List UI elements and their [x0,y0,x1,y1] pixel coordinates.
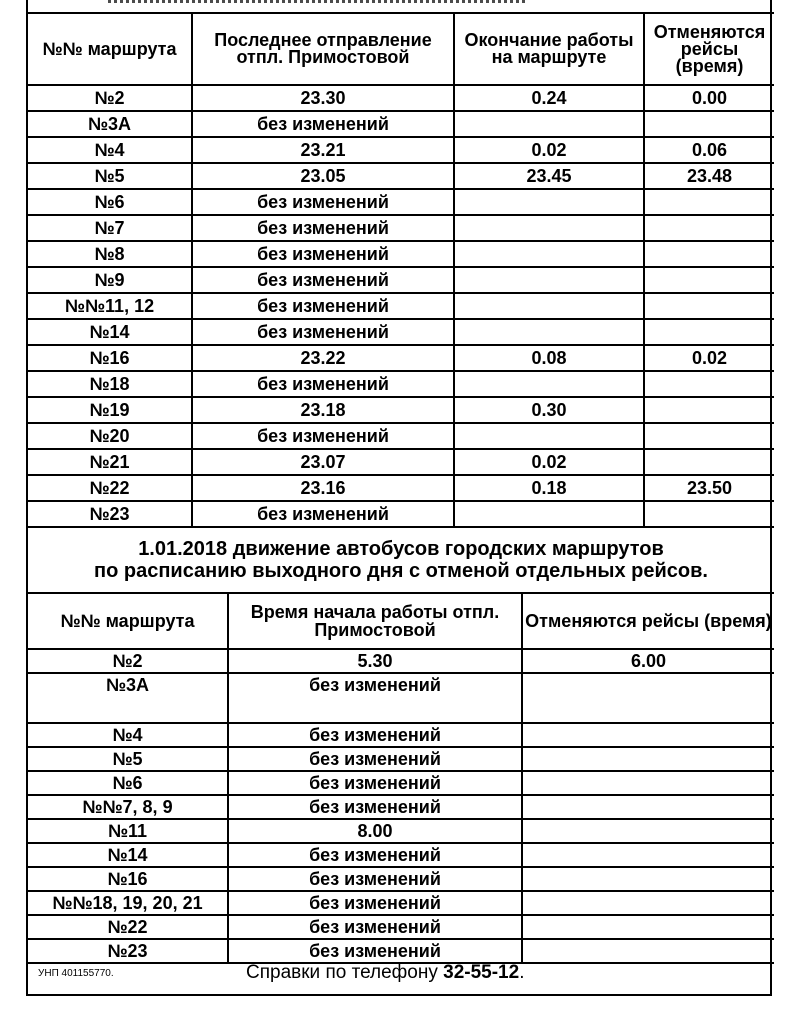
cell-route: №21 [28,449,192,475]
cell-cancelled-trips [644,501,774,527]
cell-last-departure: без изменений [192,319,454,345]
cell-start-time: без изменений [228,891,522,915]
cell-end-of-service [454,501,644,527]
table-row [28,241,774,267]
footer [28,956,774,992]
header-route: №№ маршрута [28,13,192,85]
cell-cancelled-trips [644,319,774,345]
heading-date: 1.01.2018 [138,538,228,560]
header-cancelled-trips: Отменяются рейсы (время) [644,13,774,85]
first-departures-table [28,592,774,964]
cell-start-time: без изменений [228,673,522,723]
cell-end-of-service: 0.30 [454,397,644,423]
cell-end-of-service [454,189,644,215]
cell-route: №16 [28,867,228,891]
cell-route: №14 [28,843,228,867]
cell-cancelled-trips [522,673,774,723]
cell-last-departure: без изменений [192,293,454,319]
table-row [28,319,774,345]
reference-period: . [519,962,525,983]
table-row [28,747,774,771]
header-start-time: Время начала работы отпл. Примостовой [228,593,522,649]
cell-cancelled-trips [644,371,774,397]
table-row [28,819,774,843]
cell-cancelled-trips [644,293,774,319]
table-row [28,843,774,867]
cell-last-departure: 23.18 [192,397,454,423]
cell-route: №2 [28,649,228,673]
table-row [28,111,774,137]
heading-line1: движение автобусов городских маршрутов [227,538,664,560]
cell-cancelled-trips [644,449,774,475]
cell-cancelled-trips [644,423,774,449]
cell-last-departure: 23.22 [192,345,454,371]
cell-start-time: без изменений [228,915,522,939]
table-header-row [28,13,774,85]
cell-start-time: без изменений [228,867,522,891]
cell-last-departure: 23.21 [192,137,454,163]
unp-number: УНП 401155770. [38,968,114,979]
phone-number: 32-55-12 [443,962,520,983]
header-route: №№ маршрута [28,593,228,649]
cell-end-of-service [454,423,644,449]
cell-cancelled-trips [522,819,774,843]
table-row [28,189,774,215]
cell-end-of-service: 0.24 [454,85,644,111]
table-row [28,501,774,527]
table-row [28,449,774,475]
cell-start-time: без изменений [228,723,522,747]
cell-route: №22 [28,915,228,939]
cell-route: №3А [28,673,228,723]
table-header-row [28,593,774,649]
cell-cancelled-trips: 0.02 [644,345,774,371]
cell-route: №23 [28,939,228,963]
cell-route: №11 [28,819,228,843]
cell-route: №6 [28,189,192,215]
header-last-departure: Последнее отправление отпл. Примостовой [192,13,454,85]
table-row [28,345,774,371]
table-row [28,649,774,673]
cell-last-departure: 23.07 [192,449,454,475]
table-row [28,867,774,891]
table-row [28,85,774,111]
cell-cancelled-trips [644,189,774,215]
reference-line [246,962,524,984]
schedule-notice [26,0,772,996]
cell-cancelled-trips [644,215,774,241]
table-row [28,891,774,915]
cell-end-of-service: 0.02 [454,449,644,475]
cell-last-departure: 23.30 [192,85,454,111]
heading-line2: по расписанию выходного дня с отменой отдельных рейсов. [94,560,708,582]
cell-start-time: без изменений [228,939,522,963]
cell-route: №№7, 8, 9 [28,795,228,819]
cell-last-departure: без изменений [192,215,454,241]
cell-end-of-service [454,215,644,241]
cell-cancelled-trips [644,241,774,267]
cell-start-time: без изменений [228,747,522,771]
cell-last-departure: 23.16 [192,475,454,501]
cell-last-departure: без изменений [192,241,454,267]
cell-cancelled-trips [522,723,774,747]
table-row [28,267,774,293]
table-row [28,397,774,423]
cell-route: №19 [28,397,192,423]
cell-end-of-service [454,371,644,397]
cell-route: №23 [28,501,192,527]
cell-last-departure: 23.05 [192,163,454,189]
table-row [28,795,774,819]
cell-route: №9 [28,267,192,293]
cell-start-time: без изменений [228,771,522,795]
table-row [28,423,774,449]
cell-cancelled-trips [644,267,774,293]
cell-route: №20 [28,423,192,449]
cell-route: №8 [28,241,192,267]
cell-route: №2 [28,85,192,111]
holiday-heading [28,532,774,592]
table-row [28,163,774,189]
cell-route: №16 [28,345,192,371]
table-row [28,475,774,501]
cell-cancelled-trips: 23.50 [644,475,774,501]
cell-cancelled-trips: 0.00 [644,85,774,111]
cell-cancelled-trips [522,843,774,867]
table-row [28,673,774,723]
cell-route: №5 [28,163,192,189]
cell-last-departure: без изменений [192,111,454,137]
cell-cancelled-trips [522,867,774,891]
cell-route: №18 [28,371,192,397]
cell-end-of-service: 0.18 [454,475,644,501]
cell-end-of-service: 23.45 [454,163,644,189]
table-row [28,137,774,163]
cell-end-of-service [454,241,644,267]
cell-cancelled-trips: 6.00 [522,649,774,673]
cell-end-of-service [454,319,644,345]
cell-cancelled-trips [644,111,774,137]
cell-cancelled-trips [522,795,774,819]
cell-route: №№18, 19, 20, 21 [28,891,228,915]
cell-route: №4 [28,723,228,747]
cell-cancelled-trips: 0.06 [644,137,774,163]
cell-route: №5 [28,747,228,771]
cell-end-of-service [454,267,644,293]
reference-text: Справки по телефону [246,962,444,983]
cell-cancelled-trips [522,915,774,939]
cell-last-departure: без изменений [192,189,454,215]
table-row [28,771,774,795]
table-row [28,915,774,939]
cell-cancelled-trips [522,771,774,795]
cell-last-departure: без изменений [192,267,454,293]
header-end-of-service: Окончание работы на маршруте [454,13,644,85]
cell-cancelled-trips [522,747,774,771]
table-row [28,293,774,319]
cell-route: №7 [28,215,192,241]
cell-cancelled-trips [522,891,774,915]
cell-start-time: без изменений [228,843,522,867]
cell-start-time: 5.30 [228,649,522,673]
table-row [28,723,774,747]
header-cancelled-trips: Отменяются рейсы (время) [522,593,774,649]
cell-route: №3А [28,111,192,137]
cell-end-of-service [454,293,644,319]
cell-end-of-service: 0.08 [454,345,644,371]
cell-last-departure: без изменений [192,423,454,449]
cell-start-time: 8.00 [228,819,522,843]
cell-route: №6 [28,771,228,795]
last-departures-table [28,12,774,528]
cell-last-departure: без изменений [192,501,454,527]
cell-route: №22 [28,475,192,501]
cell-end-of-service: 0.02 [454,137,644,163]
table-row [28,371,774,397]
cell-last-departure: без изменений [192,371,454,397]
cell-route: №14 [28,319,192,345]
cell-start-time: без изменений [228,795,522,819]
cell-route: №№11, 12 [28,293,192,319]
cell-end-of-service [454,111,644,137]
cell-route: №4 [28,137,192,163]
cell-cancelled-trips: 23.48 [644,163,774,189]
cell-cancelled-trips [644,397,774,423]
table-row [28,215,774,241]
